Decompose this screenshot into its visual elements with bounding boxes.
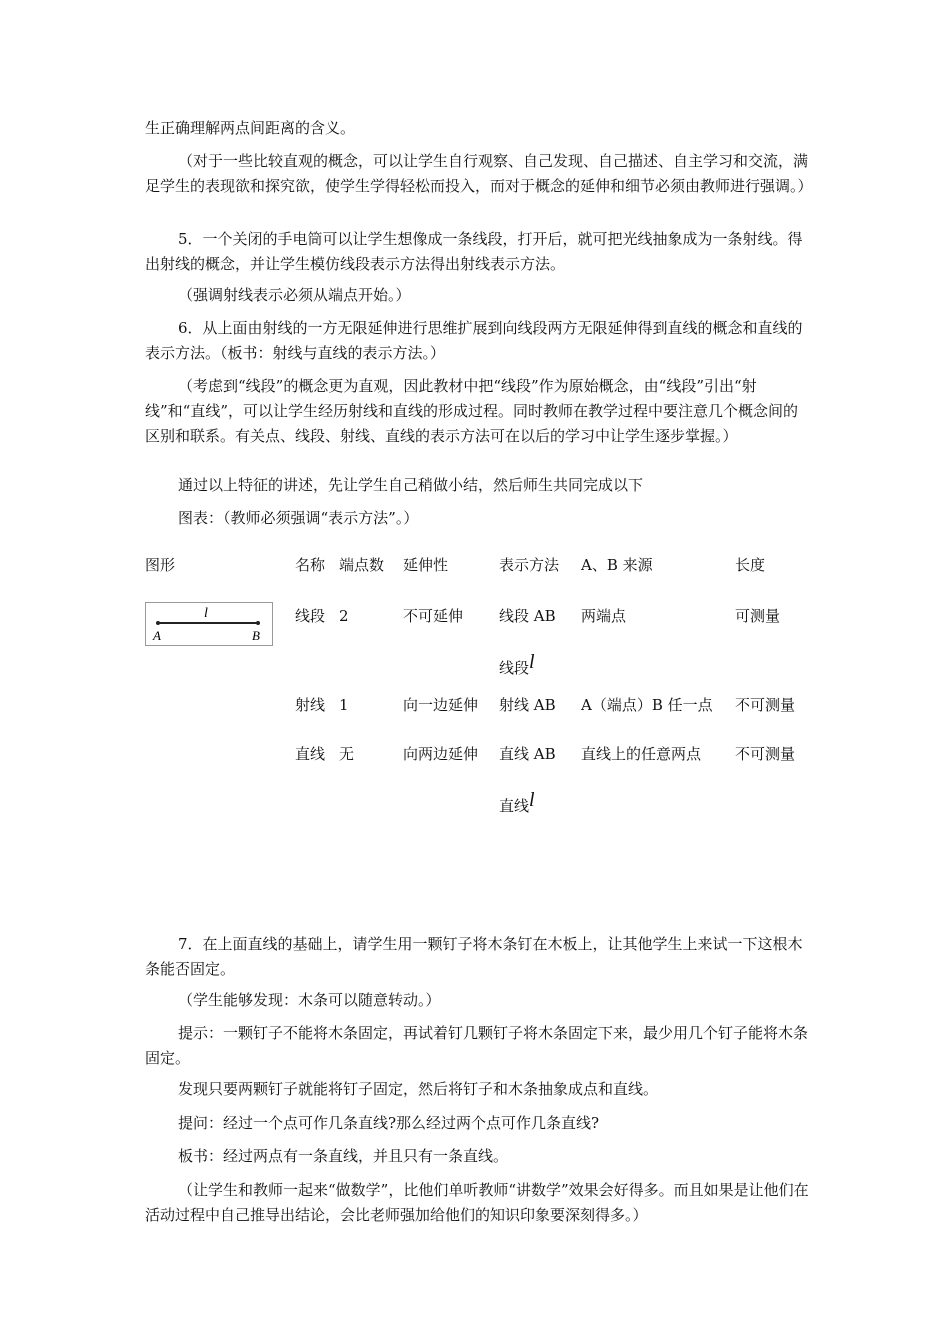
- cell-source: A（端点）B 任一点: [581, 696, 713, 714]
- header-cell: 长度: [735, 556, 766, 574]
- paragraph: （让学生和教师一起来“做数学”，比他们单听教师“讲数学”效果会好得多。而且如果是让他们在活动过程中自己推导出结论，会比老师强加给他们的知识印象要深刻得多。）: [145, 1181, 809, 1224]
- notation-line: 线段 AB: [499, 607, 556, 625]
- segment-endpoint-a: [156, 621, 160, 625]
- concept-table: [145, 553, 805, 819]
- table-header-row: [145, 553, 805, 578]
- notation-var: l: [529, 651, 535, 673]
- cell-endpoints: 1: [339, 696, 349, 714]
- notation-line-2: [499, 789, 581, 819]
- segment-endpoint-b: [256, 621, 260, 625]
- paragraph: （学生能够发现：木条可以随意转动。）: [178, 991, 441, 1009]
- paragraph: 板书：经过两点有一条直线，并且只有一条直线。: [178, 1147, 509, 1165]
- notation-line: 直线 AB: [499, 745, 556, 763]
- cell-endpoints: 2: [339, 607, 349, 625]
- cell-notation: 射线 AB: [499, 696, 556, 714]
- table-row: [145, 742, 805, 819]
- paragraph: 提示：一颗钉子不能将木条固定，再试着钉几颗钉子将木条固定下来，最少用几个钉子能将木条固定。: [145, 1024, 809, 1067]
- paragraph: 生正确理解两点间距离的含义。: [145, 119, 356, 137]
- cell-endpoints: 无: [339, 745, 355, 763]
- paragraph: 图表：（教师必须强调“表示方法”。）: [178, 509, 419, 527]
- notation-prefix: 线段: [499, 659, 530, 677]
- notation-line-2: [499, 651, 581, 681]
- cell-length: 不可测量: [735, 745, 796, 763]
- table-row: [145, 693, 805, 718]
- paragraph: （对于一些比较直观的概念，可以让学生自行观察、自己发现、自己描述、自主学习和交流，满足学生的表现欲和探究欲，使学生学得轻松而投入，而对于概念的延伸和细节必须由教师进行强调。）: [145, 152, 813, 195]
- header-cell: 端点数: [339, 556, 385, 574]
- header-cell: 表示方法: [499, 556, 560, 574]
- paragraph: 提问：经过一个点可作几条直线?那么经过两个点可作几条直线?: [178, 1114, 600, 1132]
- segment-label-a: A: [153, 628, 161, 643]
- notation-prefix: 直线: [499, 797, 530, 815]
- paragraph: 5．一个关闭的手电筒可以让学生想像成一条线段，打开后，就可把光线抽象成为一条射线。得出射线的概念，并让学生模仿线段表示方法得出射线表示方法。: [145, 230, 803, 273]
- header-cell: A、B 来源: [581, 556, 653, 574]
- segment-label-l: l: [204, 606, 208, 621]
- paragraph: 发现只要两颗钉子就能将钉子固定，然后将钉子和木条抽象成点和直线。: [178, 1080, 659, 1098]
- header-cell: 延伸性: [403, 556, 449, 574]
- cell-notation: [499, 604, 581, 681]
- paragraph: （考虑到“线段”的概念更为直观，因此教材中把“线段”作为原始概念，由“线段”引出“射线”和“直线”，可以让学生经历射线和直线的形成过程。同时教师在教学过程中要注意几个概念间的区别和联系。有关点、线段、射线、直线的表示方法可在以后的学习中让学生逐步掌握。）: [145, 377, 799, 445]
- cell-name: 直线: [295, 745, 326, 763]
- paragraph: 通过以上特征的讲述，先让学生自己稍做小结，然后师生共同完成以下: [178, 476, 644, 494]
- cell-name: 线段: [295, 607, 326, 625]
- cell-extension: 向一边延伸: [403, 696, 479, 714]
- paragraph: 7．在上面直线的基础上，请学生用一颗钉子将木条钉在木板上，让其他学生上来试一下这根木条能否固定。: [145, 935, 803, 978]
- table-row: [145, 604, 805, 681]
- header-cell: 名称: [295, 556, 326, 574]
- cell-extension: 向两边延伸: [403, 745, 479, 763]
- cell-source: 直线上的任意两点: [581, 745, 702, 763]
- cell-length: 可测量: [735, 607, 781, 625]
- segment-figure-cell: [145, 604, 295, 681]
- cell-name: 射线: [295, 696, 326, 714]
- paragraph: 6．从上面由射线的一方无限延伸进行思维扩展到向线段两方无限延伸得到直线的概念和直线的表示方法。（板书：射线与直线的表示方法。）: [145, 319, 803, 362]
- cell-notation: [499, 742, 581, 819]
- cell-extension: 不可延伸: [403, 607, 464, 625]
- notation-var: l: [529, 789, 535, 811]
- cell-length: 不可测量: [735, 696, 796, 714]
- cell-source: 两端点: [581, 607, 627, 625]
- segment-figure: [145, 602, 273, 646]
- paragraph: （强调射线表示必须从端点开始。）: [178, 286, 411, 304]
- segment-label-b: B: [252, 628, 260, 643]
- header-cell: 图形: [145, 556, 176, 574]
